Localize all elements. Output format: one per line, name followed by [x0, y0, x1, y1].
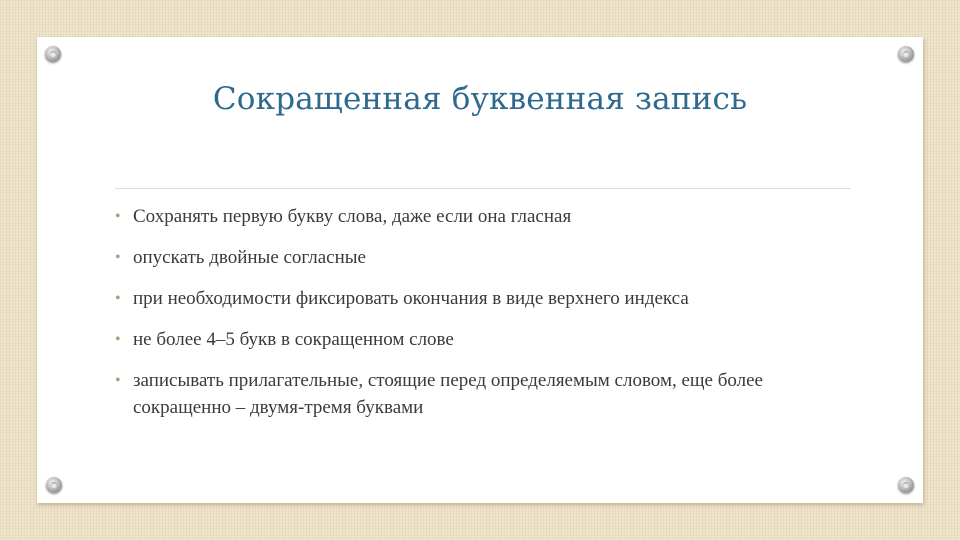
bullet-text: опускать двойные согласные — [133, 247, 366, 268]
slide-card — [37, 37, 923, 503]
bullet-text: записывать прилагательные, стоящие перед определяемым словом, еще более сокращенно – двумя-тремя буквами — [133, 370, 763, 418]
bullet-icon: • — [115, 249, 121, 266]
bullet-list — [115, 203, 845, 435]
title-divider — [115, 188, 851, 189]
slide-title: Сокращенная буквенная запись — [212, 81, 748, 117]
bullet-item — [115, 367, 845, 421]
bullet-item — [115, 203, 845, 230]
bullet-item — [115, 244, 845, 271]
pushpin-icon — [46, 477, 62, 493]
pushpin-icon — [45, 46, 61, 62]
bullet-item — [115, 285, 845, 312]
bullet-icon: • — [115, 290, 121, 307]
bullet-text: не более 4–5 букв в сокращенном слове — [133, 329, 454, 350]
bullet-icon: • — [115, 208, 121, 225]
pushpin-icon — [898, 46, 914, 62]
bullet-icon: • — [115, 331, 121, 348]
bullet-text: Сохранять первую букву слова, даже если она гласная — [133, 206, 572, 227]
bullet-text: при необходимости фиксировать окончания в виде верхнего индекса — [133, 288, 689, 309]
pushpin-icon — [898, 477, 914, 493]
bullet-item — [115, 326, 845, 353]
bullet-icon: • — [115, 372, 121, 389]
